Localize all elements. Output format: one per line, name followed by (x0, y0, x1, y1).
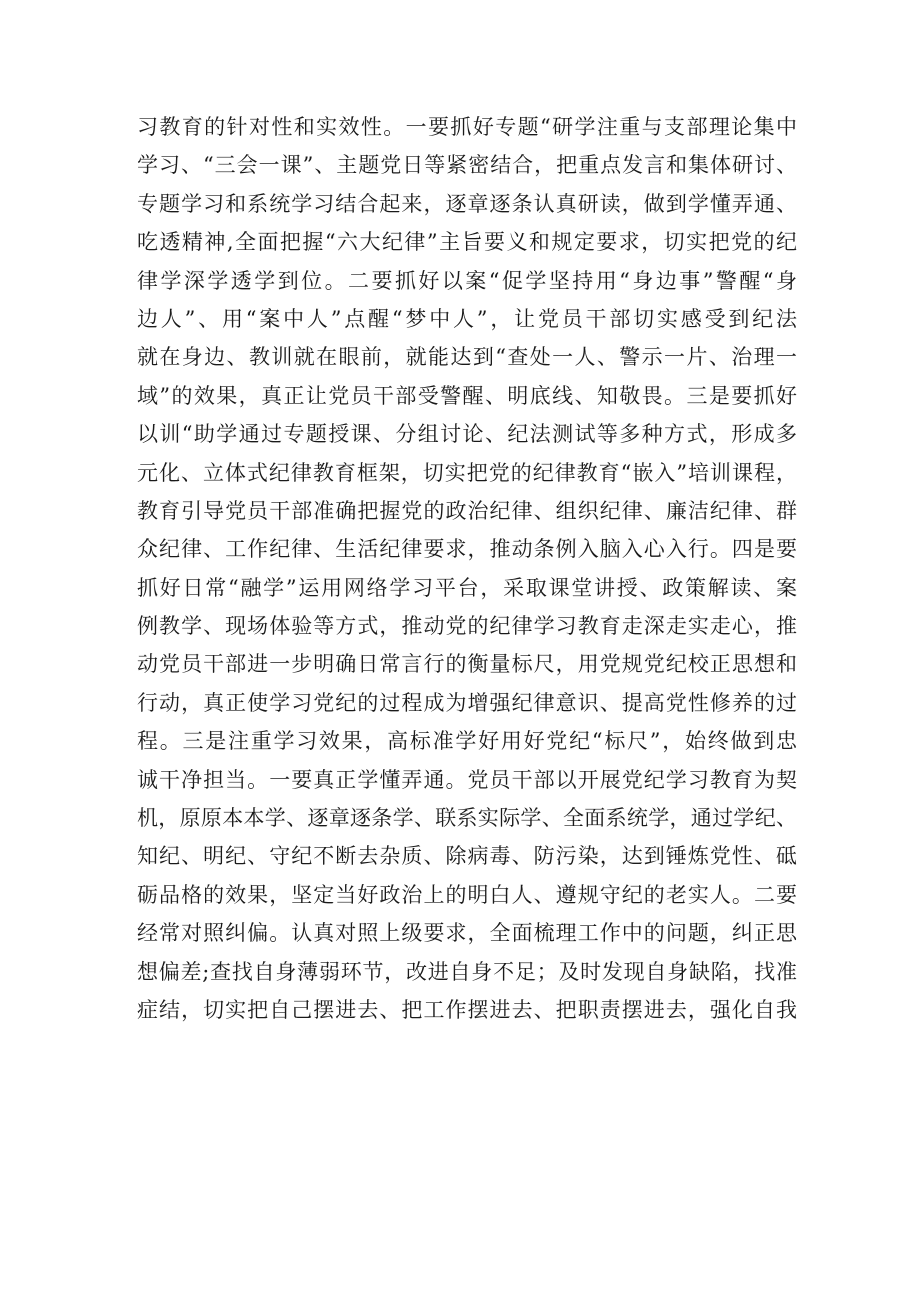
text-line: 边人”、用“案中人”点醒“梦中人”，让党员干部切实感受到纪法 (137, 306, 797, 331)
text-line: 教育引导党员干部准确把握党的政治纪律、组织纪律、廉洁纪律、群 (137, 498, 797, 523)
text-line: 砺品格的效果，坚定当好政治上的明白人、遵规守纪的老实人。二要 (137, 882, 797, 907)
text-line: 症结，切实把自己摆进去、把工作摆进去、把职责摆进去，强化自我 (137, 997, 797, 1022)
text-line: 诚干净担当。一要真正学懂弄通。党员干部以开展党纪学习教育为契 (137, 767, 797, 792)
text-line: 程。三是注重学习效果，高标准学好用好党纪“标尺”，始终做到忠 (137, 729, 797, 754)
text-line: 机，原原本本学、逐章逐条学、联系实际学、全面系统学，通过学纪、 (137, 806, 797, 831)
text-line: 经常对照纠偏。认真对照上级要求，全面梳理工作中的问题，纠正思 (137, 921, 797, 946)
text-line: 域”的效果，真正让党员干部受警醒、明底线、知敬畏。三是要抓好 (137, 383, 797, 408)
body-text (137, 108, 797, 1029)
text-line: 律学深学透学到位。二要抓好以案“促学坚持用“身边事”警醒“身 (137, 268, 797, 293)
text-line: 习教育的针对性和实效性。一要抓好专题“研学注重与支部理论集中 (137, 115, 797, 139)
text-line: 元化、立体式纪律教育框架，切实把党的纪律教育“嵌入”培训课程， (137, 460, 797, 485)
text-line: 专题学习和系统学习结合起来，逐章逐条认真研读，做到学懂弄通、 (137, 191, 797, 216)
text-line: 抓好日常“融学”运用网络学习平台，采取课堂讲授、政策解读、案 (137, 575, 797, 600)
text-line: 众纪律、工作纪律、生活纪律要求，推动条例入脑入心入行。四是要 (137, 537, 797, 562)
text-line: 吃透精神,全面把握“六大纪律”主旨要义和规定要求，切实把党的纪 (137, 230, 797, 255)
text-line: 以训“助学通过专题授课、分组讨论、纪法测试等多种方式，形成多 (137, 422, 797, 447)
text-line: 就在身边、教训就在眼前，就能达到“查处一人、警示一片、治理一 (137, 345, 797, 370)
text-line: 学习、“三会一课”、主题党日等紧密结合，把重点发言和集体研讨、 (137, 153, 797, 178)
text-line: 动党员干部进一步明确日常言行的衡量标尺，用党规党纪校正思想和 (137, 652, 797, 677)
text-line: 想偏差;查找自身薄弱环节，改进自身不足；及时发现自身缺陷，找准 (137, 959, 797, 984)
text-line: 例教学、现场体验等方式，推动党的纪律学习教育走深走实走心，推 (137, 614, 797, 639)
text-line: 行动，真正使学习党纪的过程成为增强纪律意识、提高党性修养的过 (137, 690, 797, 715)
text-line: 知纪、明纪、守纪不断去杂质、除病毒、防污染，达到锤炼党性、砥 (137, 844, 797, 869)
